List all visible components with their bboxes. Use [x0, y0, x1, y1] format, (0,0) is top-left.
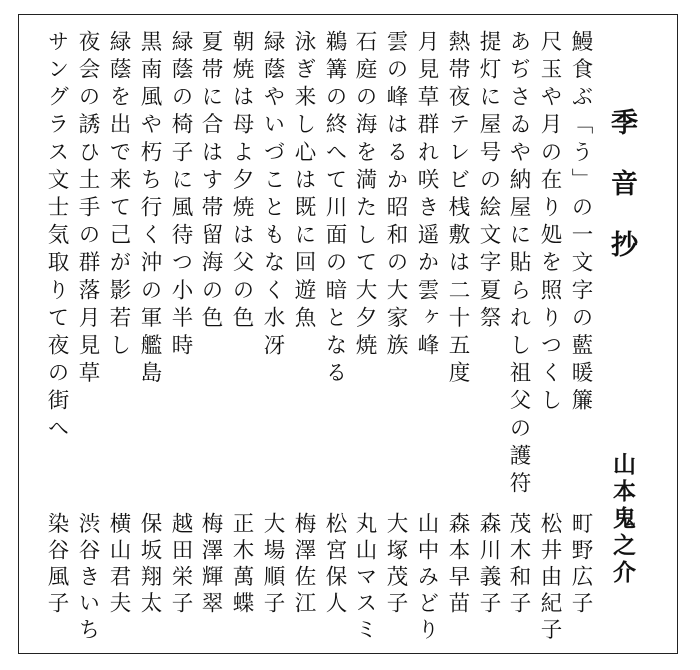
haiku-line: あぢさゐや納屋に貼られし祖父の護符	[506, 30, 531, 500]
haiku-line: 緑蔭やいづこともなく水冴	[260, 30, 285, 362]
poet-name: 梅澤輝翠	[198, 512, 223, 618]
poet-name: 町野広子	[568, 512, 593, 618]
poet-name: 茂木和子	[506, 512, 531, 618]
poet-name: 保坂翔太	[137, 512, 162, 618]
poet-name: 渋谷きいち	[75, 512, 100, 645]
poet-name: 大場順子	[260, 512, 285, 618]
poet-name: 山中みどり	[414, 512, 439, 645]
poet-name: 梅澤佐江	[291, 512, 316, 618]
poet-name: 染谷風子	[44, 512, 69, 618]
haiku-line: 緑蔭を出で来て己が影若し	[106, 30, 131, 362]
haiku-line: 緑蔭の椅子に風待つ小半時	[168, 30, 193, 362]
poet-name: 森川義子	[476, 512, 501, 618]
haiku-line: 夜会の誘ひ土手の群落月見草	[75, 30, 100, 389]
poet-name: 森本早苗	[445, 512, 470, 618]
poet-name: 松井由紀子	[537, 512, 562, 645]
author-name: 山本鬼之介	[609, 452, 635, 587]
poet-name: 横山君夫	[106, 512, 131, 618]
page-title: 季音抄	[606, 108, 637, 291]
haiku-line: 月見草群れ咲き遥か雲ヶ峰	[414, 30, 439, 362]
haiku-line: 鵜篝の終へて川面の暗となる	[322, 30, 347, 389]
poet-name: 越田栄子	[168, 512, 193, 618]
poet-name: 松宮保人	[322, 512, 347, 618]
haiku-line: サングラス文士気取りて夜の街へ	[44, 30, 69, 444]
haiku-line: 熱帯夜テレビ桟敷は二十五度	[445, 30, 470, 389]
haiku-line: 朝焼は母よ夕焼は父の色	[229, 30, 254, 334]
poet-name: 丸山マスミ	[352, 512, 377, 645]
haiku-line: 尺玉や月の在り処を照りつくし	[537, 30, 562, 417]
haiku-line: 雲の峰はるか昭和の大家族	[383, 30, 408, 362]
haiku-line: 提灯に屋号の絵文字夏祭	[476, 30, 501, 334]
haiku-line: 石庭の海を満たして大夕焼	[352, 30, 377, 362]
haiku-line: 黒南風や朽ち行く沖の軍艦島	[137, 30, 162, 389]
haiku-line: 鰻食ぶ「う」の一文字の藍暖簾	[568, 30, 593, 417]
haiku-line: 泳ぎ来し心は既に回遊魚	[291, 30, 316, 334]
haiku-line: 夏帯に合はす帯留海の色	[198, 30, 223, 334]
poet-name: 大塚茂子	[383, 512, 408, 618]
poet-name: 正木萬蝶	[229, 512, 254, 618]
